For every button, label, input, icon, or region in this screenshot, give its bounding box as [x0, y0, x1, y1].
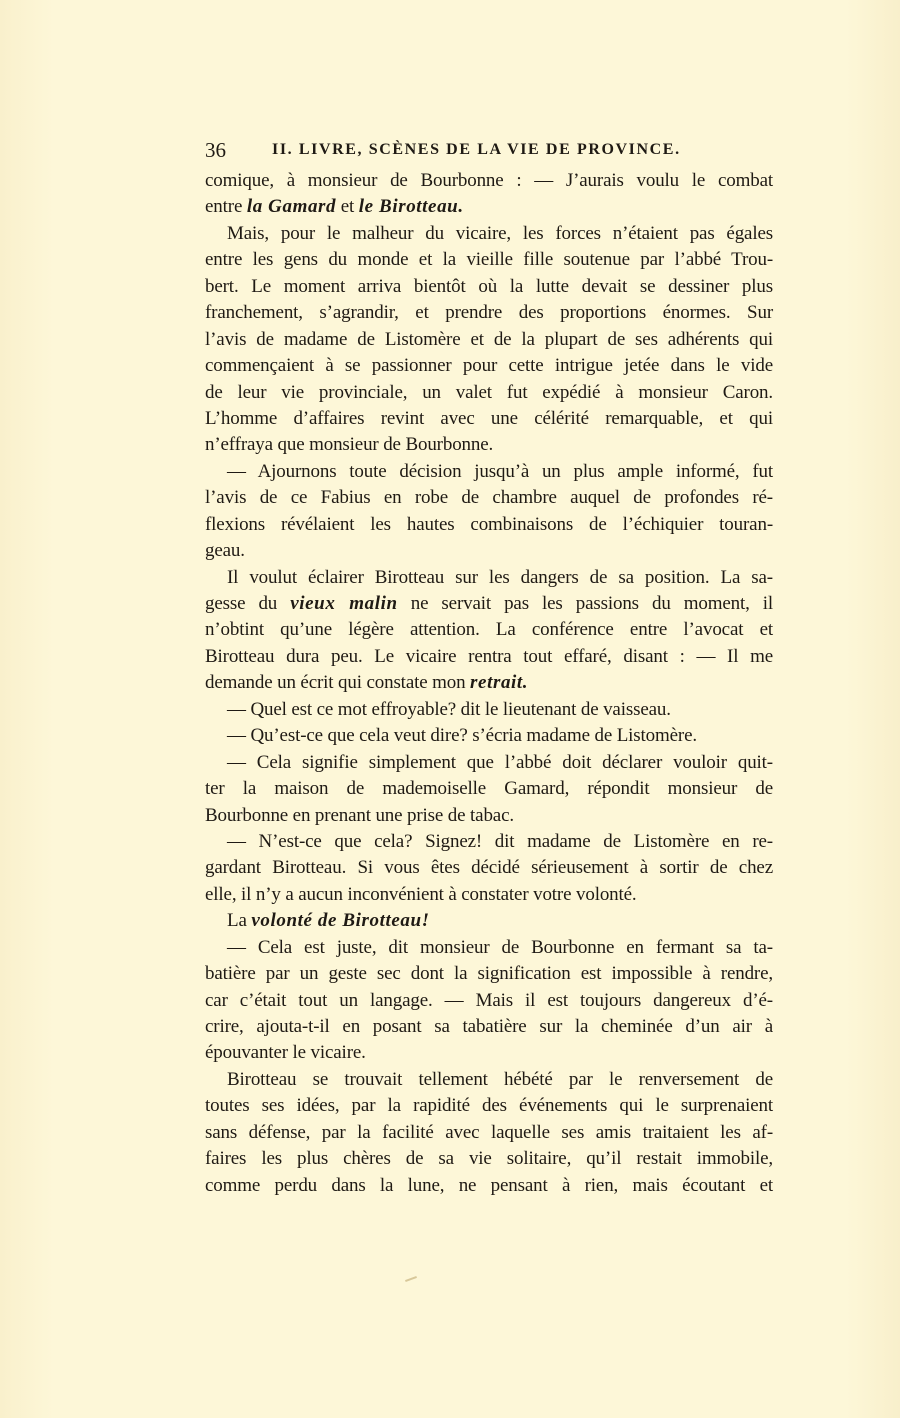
- text-line: [205, 1040, 773, 1066]
- text-segment: franchement, s’agrandir, et prendre des proportions énormes. Sur: [205, 302, 773, 324]
- text-line: [205, 935, 773, 961]
- text-segment: bert. Le moment arriva bientôt où la lutte devait se dessiner plus: [205, 275, 773, 297]
- text-segment: sans défense, par la facilité avec laquelle ses amis traitaient les af-: [205, 1121, 773, 1143]
- text-line: [205, 380, 773, 406]
- text-segment: — Cela est juste, dit monsieur de Bourbonne en fermant sa ta-: [227, 936, 773, 958]
- text-line: [205, 988, 773, 1014]
- text-segment: elle, il n’y a aucun inconvénient à constater votre volonté.: [205, 883, 637, 905]
- text-line: [205, 908, 773, 934]
- text-segment: Bourbonne en prenant une prise de tabac.: [205, 804, 514, 826]
- text-segment: ne servait pas les passions du moment, il: [397, 593, 774, 614]
- text-segment: — Cela signifie simplement que l’abbé doit déclarer vouloir quit-: [227, 751, 773, 773]
- text-segment: entre: [205, 196, 247, 218]
- text-segment: toutes ses idées, par la rapidité des événements qui le surprenaient: [205, 1095, 773, 1117]
- text-line: [205, 776, 773, 802]
- text-line: [205, 1173, 773, 1199]
- text-line: [205, 750, 773, 776]
- text-line: [205, 353, 773, 379]
- italic-text: volonté de Birotteau!: [251, 910, 430, 932]
- text-segment: commençaient à se passionner pour cette intrigue jetée dans le vide: [205, 355, 773, 377]
- italic-text: vieux malin: [290, 593, 398, 614]
- text-line: [205, 221, 773, 247]
- text-segment: l’avis de ce Fabius en robe de chambre auquel de profondes ré-: [205, 487, 773, 509]
- text-line: [205, 485, 773, 511]
- text-segment: — Ajournons toute décision jusqu’à un plus ample informé, fut: [227, 460, 773, 482]
- text-segment: faires les plus chères de sa vie solitaire, qu’il restait immobile,: [205, 1148, 773, 1170]
- running-title: II. LIVRE, SCÈNES DE LA VIE DE PROVINCE.: [272, 141, 681, 158]
- text-segment: n’obtint qu’une légère attention. La conférence entre l’avocat et: [205, 619, 773, 641]
- text-segment: crire, ajouta-t-il en posant sa tabatière sur la cheminée d’un air à: [205, 1016, 773, 1037]
- text-segment: geau.: [205, 540, 245, 562]
- text-segment: Birotteau dura peu. Le vicaire rentra tout effaré, disant : — Il me: [205, 645, 773, 667]
- page-header: [205, 138, 773, 164]
- text-line: [205, 1067, 773, 1093]
- text-segment: Mais, pour le malheur du vicaire, les forces n’étaient pas égales: [227, 222, 773, 244]
- text-segment: de leur vie provinciale, un valet fut expédié à monsieur Caron.: [205, 381, 773, 403]
- text-segment: ter la maison de mademoiselle Gamard, répondit monsieur de: [205, 778, 773, 800]
- text-line: [205, 723, 773, 749]
- text-line: [205, 803, 773, 829]
- italic-text: la Gamard: [246, 196, 337, 218]
- text-segment: car c’était tout un langage. — Mais il est toujours dangereux d’é-: [205, 989, 773, 1011]
- text-line: [205, 168, 773, 194]
- text-segment: gesse du: [205, 593, 291, 614]
- text-line: [205, 617, 773, 643]
- text-segment: épouvanter le vicaire.: [205, 1042, 366, 1064]
- body-text: [205, 168, 773, 1199]
- text-segment: La: [227, 910, 252, 932]
- text-segment: et: [336, 196, 359, 218]
- text-line: [205, 961, 773, 987]
- text-line: [205, 697, 773, 723]
- text-segment: — N’est-ce que cela? Signez! dit madame de Listomère en re-: [227, 830, 773, 852]
- text-line: [205, 1146, 773, 1172]
- text-segment: l’avis de madame de Listomère et de la plupart de ses adhérents qui: [205, 328, 773, 350]
- text-segment: comme perdu dans la lune, ne pensant à rien, mais écoutant et: [205, 1174, 773, 1196]
- text-line: [205, 670, 773, 696]
- text-line: [205, 247, 773, 273]
- text-line: [205, 512, 773, 538]
- text-line: [205, 1120, 773, 1146]
- text-segment: comique, à monsieur de Bourbonne : — J’aurais voulu le combat: [205, 170, 773, 191]
- text-line: [205, 882, 773, 908]
- text-line: [205, 829, 773, 855]
- text-line: [205, 538, 773, 564]
- text-line: [205, 194, 773, 220]
- text-line: [205, 432, 773, 458]
- text-segment: L’homme d’affaires revint avec une célérité remarquable, et qui: [205, 407, 773, 429]
- text-line: [205, 591, 773, 617]
- text-segment: — Quel est ce mot effroyable? dit le lieutenant de vaisseau.: [227, 698, 671, 720]
- text-segment: flexions révélaient les hautes combinaisons de l’échiquier touran-: [205, 513, 773, 535]
- text-line: [205, 406, 773, 432]
- text-segment: — Qu’est-ce que cela veut dire? s’écria madame de Listomère.: [227, 725, 697, 747]
- italic-text: retrait.: [470, 672, 529, 694]
- text-line: [205, 459, 773, 485]
- text-line: [205, 644, 773, 670]
- text-line: [205, 300, 773, 326]
- text-segment: n’effraya que monsieur de Bourbonne.: [205, 434, 494, 456]
- text-line: [205, 1014, 773, 1040]
- text-line: [205, 1093, 773, 1119]
- text-line: [205, 327, 773, 353]
- text-segment: Il voulut éclairer Birotteau sur les dangers de sa position. La sa-: [227, 566, 773, 588]
- text-line: [205, 855, 773, 881]
- text-segment: entre les gens du monde et la vieille fille soutenue par l’abbé Trou-: [205, 249, 773, 271]
- paper-speck: [405, 1276, 417, 1282]
- text-segment: demande un écrit qui constate mon: [205, 672, 471, 694]
- text-line: [205, 565, 773, 591]
- page-number: 36: [205, 138, 226, 162]
- text-segment: batière par un geste sec dont la signification est impossible à rendre,: [205, 963, 773, 985]
- text-segment: Birotteau se trouvait tellement hébété par le renversement de: [227, 1068, 773, 1090]
- text-segment: gardant Birotteau. Si vous êtes décidé sérieusement à sortir de chez: [205, 857, 773, 879]
- text-line: [205, 274, 773, 300]
- italic-text: le Birotteau.: [358, 196, 464, 218]
